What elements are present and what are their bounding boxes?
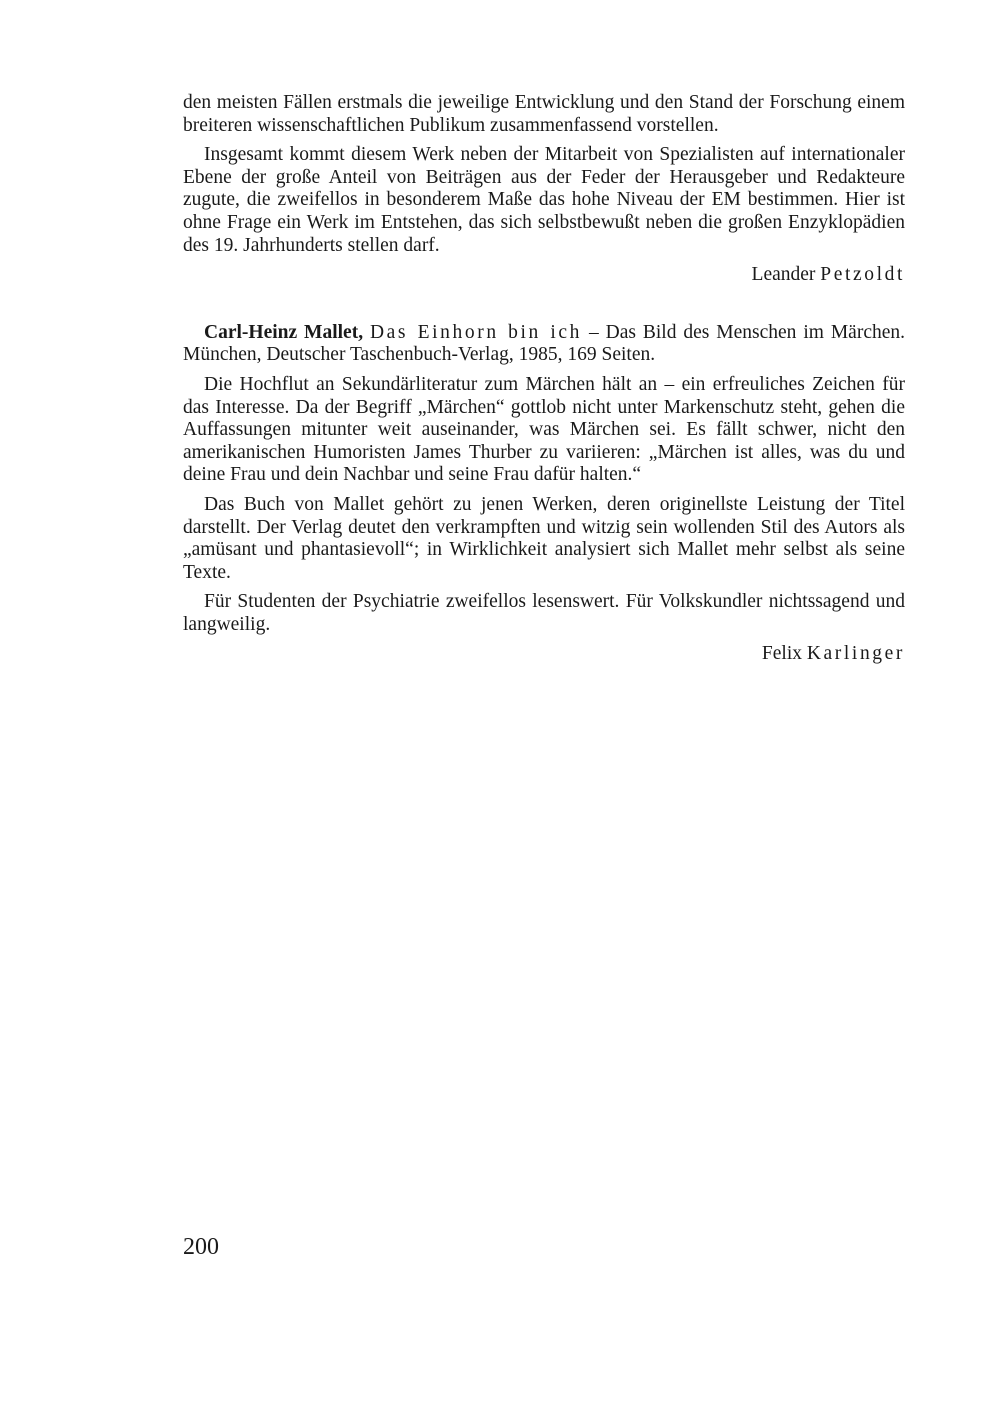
reviewer-first-name: Leander [751,264,816,286]
book-title: Das Einhorn bin ich [370,321,583,343]
reviewer-first-name: Felix [761,643,802,665]
reviewer-signature-karlinger [183,643,905,666]
review-continued [183,92,905,287]
reviewer-signature-petzoldt [183,264,905,287]
page-number: 200 [183,1234,219,1260]
review1-paragraph-1: den meisten Fällen erstmals die jeweilige Entwicklung und den Stand der Forschung einem breiteren wissenschaftlichen Publikum zusammenfassend vorstellen. [183,92,905,136]
book-citation [183,322,905,367]
review2-paragraph-3: Für Studenten der Psychiatrie zweifellos lesenswert. Für Volkskundler nichtssagend und langweilig. [183,591,905,635]
page-content [183,92,905,666]
review2-paragraph-2: Das Buch von Mallet gehört zu jenen Werken, deren originellste Leistung der Titel darstellt. Der Verlag deutet den verkrampften und witzig sein wollenden Stil des Autors als „amüsant und phantasievoll“; in Wirklichkeit analysiert sich Mallet mehr selbst als seine Texte. [183,493,905,583]
review1-paragraph-2: Insgesamt kommt diesem Werk neben der Mitarbeit von Spezialisten auf internationaler Ebene der große Anteil von Beiträgen aus der Feder der Herausgeber und Redakteure zugute, die zweifellos in besonderem Maße das hohe Niveau der EM bestimmen. Hier ist ohne Frage ein Werk im Entstehen, das sich selbstbewußt neben die großen Enzyklopädien des 19. Jahrhunderts stellen darf. [183,144,905,256]
review2-paragraph-1: Die Hochflut an Sekundärliteratur zum Märchen hält an – ein erfreuliches Zeichen für das Interesse. Da der Begriff „Märchen“ gottlob nicht unter Markenschutz steht, gehen die Auffassungen mitunter weit auseinander, was Märchen sei. Es fällt schwer, nicht den amerikanischen Humoristen James Thurber zu variieren: „Märchen ist alles, was du und deine Frau und dein Nachbar und seine Frau dafür halten.“ [183,373,905,486]
book-publication: – Das Bild des Menschen im Märchen. München, Deutscher Taschenbuch-Verlag, 1985, 169 Seiten. [183,321,906,366]
reviewer-last-name: Petzoldt [820,264,905,286]
book-author: Carl-Heinz Mallet, [204,321,364,343]
review-mallet [183,322,905,666]
section-spacer [183,287,905,322]
reviewer-last-name: Karlinger [806,643,905,665]
